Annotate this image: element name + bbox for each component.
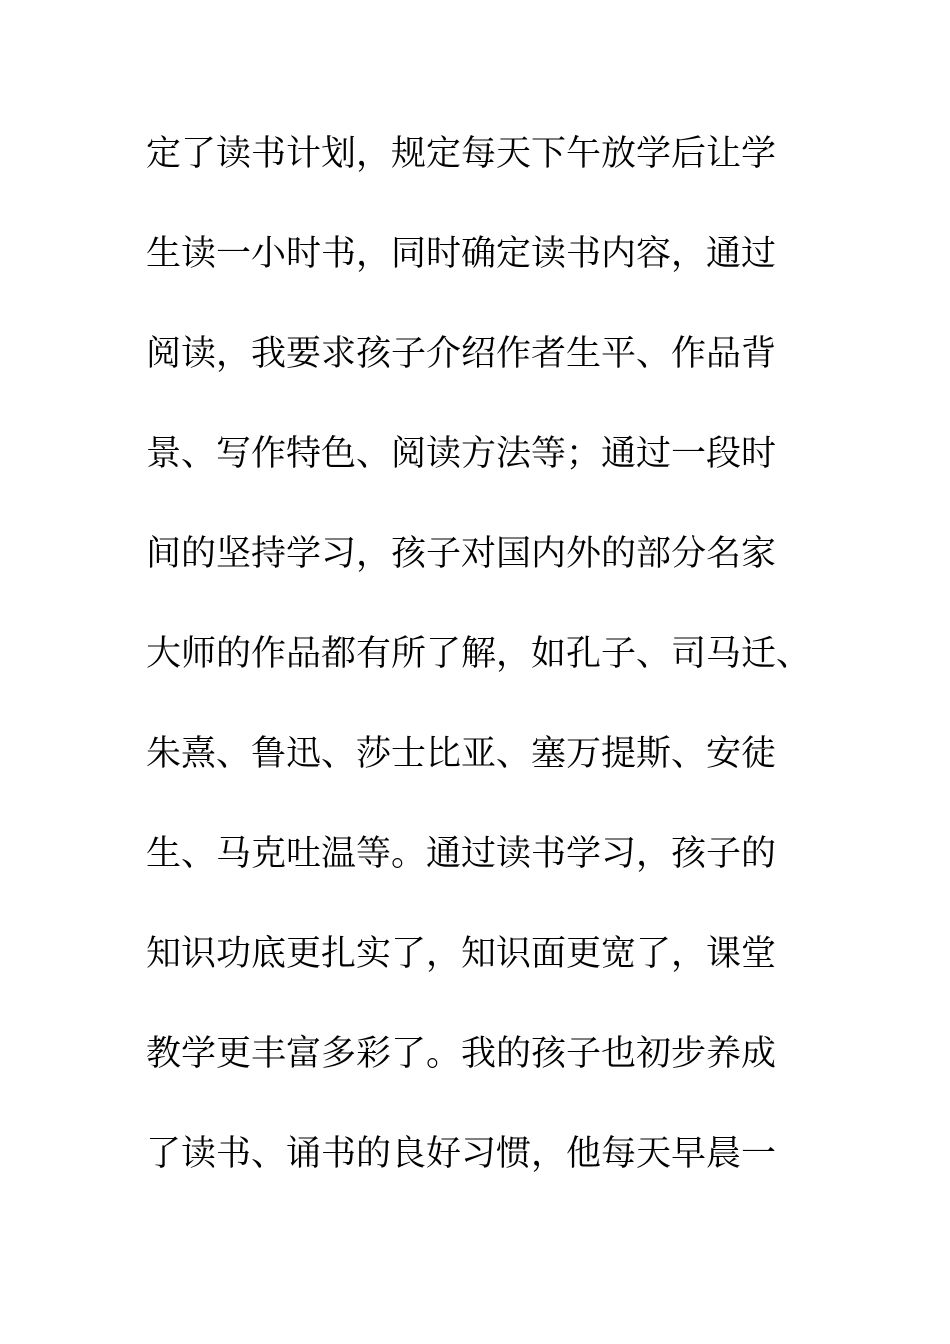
text-line: 间的坚持学习，孩子对国内外的部分名家 — [146, 534, 777, 574]
text-line: 知识功底更扎实了，知识面更宽了，课堂 — [146, 934, 777, 974]
text-line: 景、写作特色、阅读方法等；通过一段时 — [146, 434, 777, 474]
text-line: 定了读书计划，规定每天下午放学后让学 — [146, 134, 777, 174]
text-line: 生读一小时书，同时确定读书内容，通过 — [146, 234, 777, 274]
text-line: 阅读，我要求孩子介绍作者生平、作品背 — [146, 334, 777, 374]
text-line: 朱熹、鲁迅、莎士比亚、塞万提斯、安徒 — [146, 734, 777, 774]
text-line: 教学更丰富多彩了。我的孩子也初步养成 — [146, 1034, 777, 1074]
text-line: 了读书、诵书的良好习惯，他每天早晨一 — [146, 1134, 777, 1174]
text-line: 生、马克吐温等。通过读书学习，孩子的 — [146, 834, 777, 874]
body-text — [146, 128, 866, 1228]
text-line: 大师的作品都有所了解，如孔子、司马迁、 — [146, 634, 812, 674]
